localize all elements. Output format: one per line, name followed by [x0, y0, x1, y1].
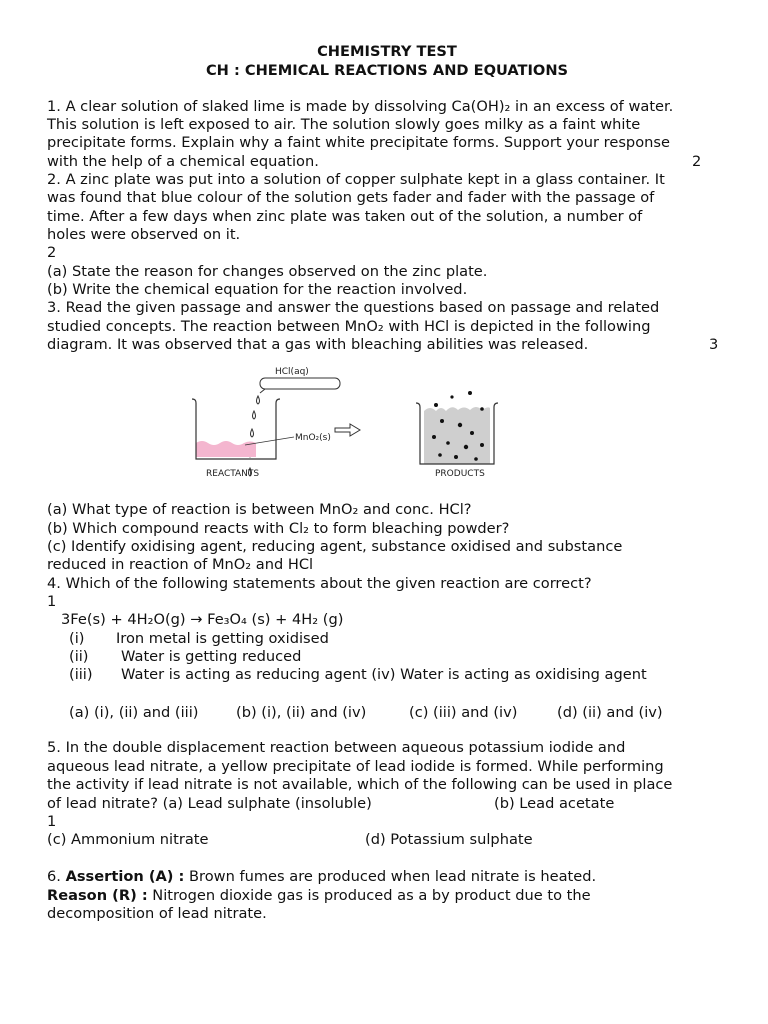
reaction-diagram [190, 363, 520, 493]
product-beaker-icon [416, 391, 498, 464]
q1-marks: 2 [692, 153, 702, 170]
q1-line-2: This solution is left exposed to air. The solution slowly goes milky as a faint white [47, 116, 641, 133]
q4-option-b: (b) (i), (ii) and (iv) [236, 704, 367, 721]
q3-part-c-line-1: (c) Identify oxidising agent, reducing agent, substance oxidised and substance [47, 538, 623, 555]
q2-line-1: 2. A zinc plate was put into a solution of copper sulphate kept in a glass container. It [47, 171, 665, 188]
chapter-title: CH : CHEMICAL REACTIONS AND EQUATIONS [205, 62, 569, 79]
q4-option-d: (d) (ii) and (iv) [557, 704, 663, 721]
q2-line-3: time. After a few days when zinc plate was taken out of the solution, a number of [47, 208, 643, 225]
q2-marks: 2 [47, 244, 57, 261]
q1-line-4: with the help of a chemical equation. [47, 153, 319, 170]
assertion-text: Brown fumes are produced when lead nitrate is heated. [184, 868, 597, 885]
reactant-beaker-icon [192, 399, 280, 459]
q2-line-2: was found that blue colour of the solution gets fader and fader with the passage of [47, 189, 655, 206]
q5-line-3: the activity if lead nitrate is not available, which of the following can be used in place [47, 776, 673, 793]
q3-part-c-line-2: reduced in reaction of MnO₂ and HCl [47, 556, 314, 573]
products-label: PRODUCTS [435, 469, 485, 479]
q3-part-a: (a) What type of reaction is between MnO₂ and conc. HCl? [47, 501, 472, 518]
q4-statement-2-number: (ii) [69, 648, 89, 665]
q2-part-b: (b) Write the chemical equation for the reaction involved. [47, 281, 468, 298]
q2-line-4: holes were observed on it. [47, 226, 241, 243]
hcl-label: HCl(aq) [275, 367, 309, 377]
q3-line-3: diagram. It was observed that a gas with bleaching abilities was released. [47, 336, 589, 353]
q5-option-d: (d) Potassium sulphate [365, 831, 533, 848]
q6-assertion [47, 868, 596, 886]
q1-line-1: 1. A clear solution of slaked lime is made by dissolving Ca(OH)₂ in an excess of water. [47, 98, 674, 115]
assertion-label: Assertion (A) : [65, 868, 185, 885]
q2-part-a: (a) State the reason for changes observed on the zinc plate. [47, 263, 488, 280]
q3-part-b: (b) Which compound reacts with Cl₂ to form bleaching powder? [47, 520, 510, 537]
q3-line-2: studied concepts. The reaction between MnO₂ with HCl is depicted in the following [47, 318, 651, 335]
test-tube-icon [260, 378, 340, 393]
q5-option-c: (c) Ammonium nitrate [47, 831, 209, 848]
arrow-icon [335, 424, 360, 436]
q1-line-3: precipitate forms. Explain why a faint white precipitate forms. Support your response [47, 134, 670, 151]
q4-option-a: (a) (i), (ii) and (iii) [69, 704, 199, 721]
q5-line-2: aqueous lead nitrate, a yellow precipitate of lead iodide is formed. While performing [47, 758, 664, 775]
drops-icon [249, 396, 260, 476]
mno2-label: MnO₂(s) [295, 433, 331, 443]
q3-marks: 3 [709, 336, 719, 353]
test-title: CHEMISTRY TEST [317, 43, 457, 60]
q4-statement-1: Iron metal is getting oxidised [116, 630, 329, 647]
reason-label: Reason (R) : [47, 887, 148, 904]
q4-option-c: (c) (iii) and (iv) [409, 704, 518, 721]
q4-statement-3: Water is acting as reducing agent (iv) Water is acting as oxidising agent [121, 666, 647, 683]
q5-marks: 1 [47, 813, 57, 830]
reactants-label: REACTANTS [206, 469, 260, 479]
q6-number: 6. [47, 868, 66, 885]
q6-reason-line-2: decomposition of lead nitrate. [47, 905, 267, 922]
q4-equation: 3Fe(s) + 4H₂O(g) → Fe₃O₄ (s) + 4H₂ (g) [61, 611, 344, 628]
q4-statement-1-number: (i) [69, 630, 85, 647]
q4-statement-2: Water is getting reduced [121, 648, 302, 665]
q5-line-4: of lead nitrate? (a) Lead sulphate (insoluble) [47, 795, 372, 812]
q5-line-1: 5. In the double displacement reaction between aqueous potassium iodide and [47, 739, 626, 756]
q4-statement-3-number: (iii) [69, 666, 93, 683]
q5-option-b: (b) Lead acetate [494, 795, 615, 812]
q3-line-1: 3. Read the given passage and answer the questions based on passage and related [47, 299, 660, 316]
q4-question: 4. Which of the following statements about the given reaction are correct? [47, 575, 592, 592]
reason-text: Nitrogen dioxide gas is produced as a by product due to the [147, 887, 591, 904]
q4-marks: 1 [47, 593, 57, 610]
q6-reason [47, 887, 591, 905]
